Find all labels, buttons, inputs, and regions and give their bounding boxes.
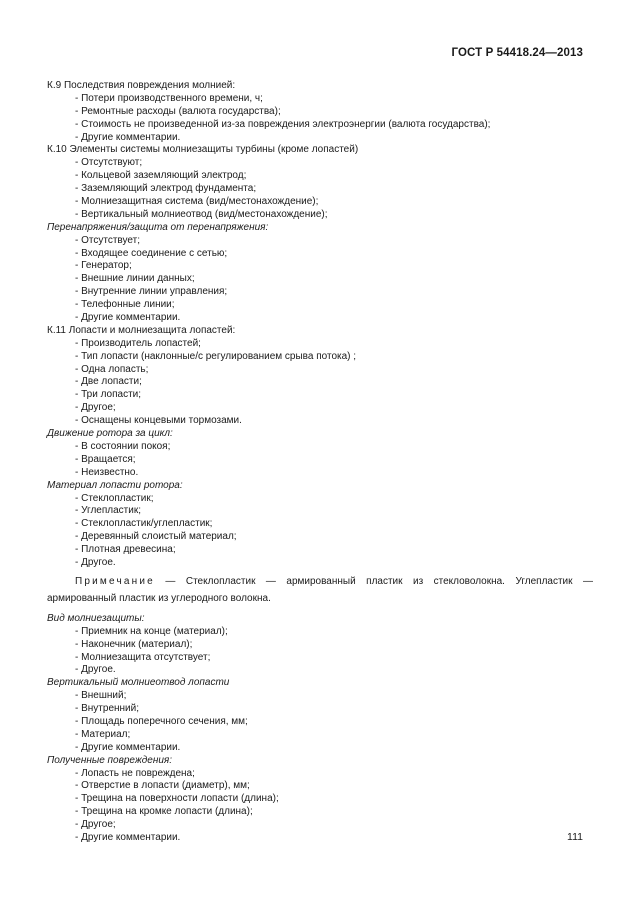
blade-rod-list <box>47 690 593 754</box>
overvoltage-title: Перенапряжения/защита от перенапряжения: <box>47 221 269 233</box>
rotor-motion-list <box>47 441 593 480</box>
list-item: - Две лопасти; <box>75 376 142 388</box>
list-item: - Отсутствуют; <box>75 157 143 169</box>
section-k9-list <box>47 93 593 145</box>
list-item: - Деревянный слоистый материал; <box>75 531 237 543</box>
list-item: - Молниезащита отсутствует; <box>75 651 211 663</box>
list-item: - Другое. <box>75 664 116 676</box>
list-item: - Другие комментарии. <box>75 312 181 324</box>
note-text: — Стеклопластик — армированный пластик из стекловолокна. Углепластик — армированный пластик из углеродного волокна. <box>47 575 593 604</box>
rotor-motion-title: Движение ротора за цикл: <box>47 428 173 440</box>
note-paragraph <box>47 573 593 607</box>
list-item: - Потери производственного времени, ч; <box>75 92 263 104</box>
list-item: - Стоимость не произведенной из-за повреждения электроэнергии (валюта государства); <box>75 118 491 130</box>
list-item: - Одна лопасть; <box>75 363 149 375</box>
overvoltage-list <box>47 235 593 325</box>
list-item: - Внутренние линии управления; <box>75 286 228 298</box>
list-item: - Три лопасти; <box>75 389 142 401</box>
list-item: - Материал; <box>75 728 131 740</box>
blade-material-list <box>47 493 593 570</box>
page-content <box>47 80 593 845</box>
lightning-type-title: Вид молниезащиты: <box>47 612 145 624</box>
blade-material-title: Материал лопасти ротора: <box>47 479 183 491</box>
list-item: - Внутренний; <box>75 703 139 715</box>
list-item: - Отверстие в лопасти (диаметр), мм; <box>75 780 250 792</box>
list-item: - Входящее соединение с сетью; <box>75 247 228 259</box>
list-item: - Приемник на конце (материал); <box>75 625 228 637</box>
list-item: - Тип лопасти (наклонные/с регулированием срыва потока) ; <box>75 350 357 362</box>
document-header: ГОСТ Р 54418.24—2013 <box>451 47 583 59</box>
list-item: - Телефонные линии; <box>75 299 175 311</box>
list-item: - Отсутствует; <box>75 234 140 246</box>
section-k10-title: К.10 Элементы системы молниезащиты турбины (кроме лопастей) <box>47 144 359 156</box>
list-item: - Генератор; <box>75 260 132 272</box>
list-item: - Стеклопластик/углепластик; <box>75 518 213 530</box>
damage-list <box>47 768 593 845</box>
section-k10-list <box>47 157 593 221</box>
lightning-type-list <box>47 626 593 678</box>
list-item: - Другие комментарии. <box>75 741 181 753</box>
list-item: - Кольцевой заземляющий электрод; <box>75 170 247 182</box>
list-item: - Молниезащитная система (вид/местонахождение); <box>75 196 319 208</box>
list-item: - Стеклопластик; <box>75 492 154 504</box>
list-item: - Другие комментарии. <box>75 131 181 143</box>
list-item: - Производитель лопастей; <box>75 337 201 349</box>
list-item: - Неизвестно. <box>75 466 139 478</box>
list-item: - Другие комментарии. <box>75 831 181 843</box>
list-item: - Площадь поперечного сечения, мм; <box>75 715 248 727</box>
list-item: - Оснащены концевыми тормозами. <box>75 415 242 427</box>
list-item: - Вертикальный молниеотвод (вид/местонахождение); <box>75 208 328 220</box>
list-item: - Вращается; <box>75 453 136 465</box>
list-item: - Наконечник (материал); <box>75 638 193 650</box>
list-item: - В состоянии покоя; <box>75 440 171 452</box>
list-item: - Лопасть не повреждена; <box>75 767 195 779</box>
list-item: - Ремонтные расходы (валюта государства); <box>75 105 281 117</box>
list-item: - Углепластик; <box>75 505 141 517</box>
list-item: - Внешний; <box>75 690 127 702</box>
section-k9-title: К.9 Последствия повреждения молнией: <box>47 80 236 91</box>
list-item: - Другое; <box>75 402 116 414</box>
list-item: - Внешние линии данных; <box>75 273 195 285</box>
list-item: - Плотная древесина; <box>75 544 176 556</box>
blade-rod-title: Вертикальный молниеотвод лопасти <box>47 677 230 689</box>
damage-title: Полученные повреждения: <box>47 754 173 766</box>
list-item: - Другое. <box>75 556 116 568</box>
page-number: 111 <box>567 831 583 843</box>
list-item: - Другое; <box>75 819 116 831</box>
list-item: - Трещина на кромке лопасти (длина); <box>75 806 253 818</box>
section-k11-list <box>47 338 593 428</box>
list-item: - Трещина на поверхности лопасти (длина); <box>75 793 279 805</box>
list-item: - Заземляющий электрод фундамента; <box>75 183 257 195</box>
section-k11-title: К.11 Лопасти и молниезащита лопастей: <box>47 324 236 336</box>
note-label: Примечание <box>75 575 155 587</box>
